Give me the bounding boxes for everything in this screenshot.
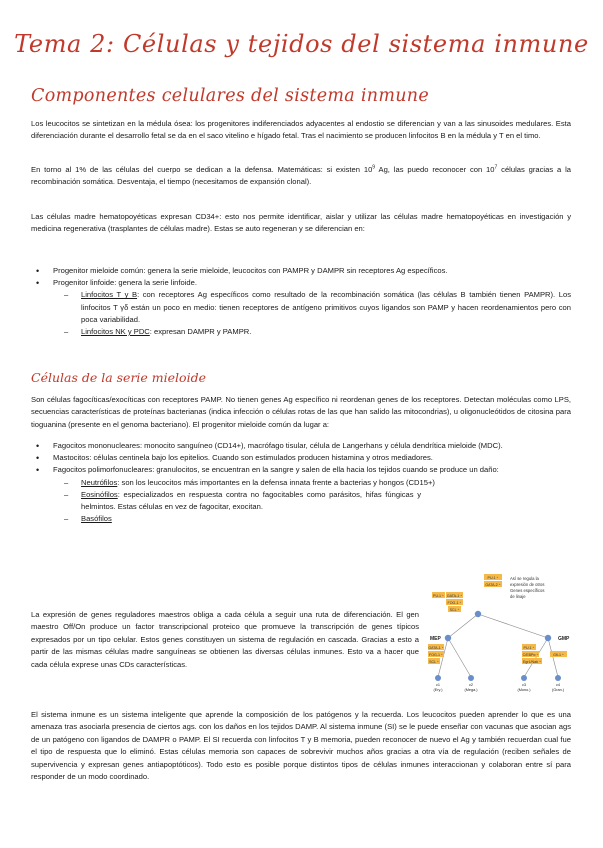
paragraph-defense-percentage: En torno al 1% de las células del cuerpo se dedican a la defensa. Matemáticas: si existen $10^9$ Ag, las puedo reconocer con $10^7$ células gracias a la recombinación somática. Desventaja, el tiempo (necesitamos de expansión clonal). — [31, 164, 571, 187]
list-item: – Eosinófilos: especializados en respuesta contra no fagocitables como parásitos, hifas fúngicas y helmintos. Estas células en vez de fagocitar, exocitan. — [31, 489, 571, 513]
list-item: • Mastocitos: células centinela bajo los epitelios. Cuando son estimulados producen histamina y otros mediadores. — [31, 452, 571, 464]
list-item: – Linfocitos NK y PDC: expresan DAMPR y PAMPR. — [31, 326, 571, 338]
paragraph-bone-marrow: Los leucocitos se sintetizan en la médula ósea: los progenitores indiferenciados adyacentes al endostio se diferencian y van a las sinusoides medulares. Esta diferenciación durante el desarrollo fetal se da en el saco vitelino e hígado fetal. Tras el nacimiento se producen linfocitos B en la médula y T en el timo. — [31, 119, 571, 141]
leaf-cells — [434, 675, 565, 692]
gene-label: SCL ⁺ — [429, 659, 439, 664]
leaf-node — [555, 675, 561, 681]
hsc-node — [475, 611, 481, 617]
myeloid-list — [31, 440, 571, 525]
gene-label: GATA-1 ⁺ — [428, 645, 444, 650]
diagram-lines — [438, 614, 558, 677]
superscript-9: 9 — [372, 164, 376, 171]
list-item: • Fagocitos polimorfonucleares: granulocitos, se encuentran en la sangre y salen de ella hacia los tejidos cuando se produce un daño: — [31, 464, 571, 476]
gene-label: Gfi-1 ⁺ — [553, 652, 564, 657]
top-gene-boxes — [432, 574, 502, 612]
gmp-label: GMP — [558, 636, 570, 642]
paragraph-master-genes: La expresión de genes reguladores maestros obliga a cada célula a seguir una ruta de diferenciación. El gen maestro Off/On produce un factor transcripcional proteico que promueve la transcripción de genes típicos expresados por un tipo celular. Estos genes constituyen un sistema de regulación en cascada. Gracias a esto a partir de las mismas células madre sanguíneas se obtienen las diversas células inmunes. Esto va a hacer que cada célula exprese unas CDs características. — [31, 610, 419, 669]
leaf-id: c3 — [521, 683, 527, 687]
diagram-caption — [510, 576, 544, 599]
section-heading-myeloid: Células de la serie mieloide — [31, 370, 206, 385]
leaf-node — [435, 675, 441, 681]
leaf-id: c4 — [555, 683, 561, 687]
svg-text:Así se regula la: Así se regula la — [510, 576, 539, 581]
paragraph-myeloid-cells: Son células fagocíticas/exocíticas con receptores PAMP. No tienen genes Ag específico ni reordenan genes de los receptores. Detectan moléculas como LPS, secuencias características de proteínas bacterianas (indica infección o células rotas de las que han salido las mitocondrias), u oligonucleótidos de citosina para tioguanina (presente en el genoma bacteriano). El progenitor mieloide común da lugar a: — [31, 395, 571, 429]
list-item: • Progenitor mieloide común: genera la serie mieloide, leucocitos con PAMPR y DAMPR sin receptores Ag específicos. — [31, 265, 571, 277]
gene-label: PU.1 ⁺ — [487, 575, 499, 580]
paragraph-immune-memory: El sistema inmune es un sistema inteligente que aprende la composición de los patógenos y la recuerda. Los leucocitos pueden aprender lo que es una amenaza tras asociarla presencia de ciertos ags. con los daños en los tejidos DAMP. Al sistema inmune (SI) se le puede enseñar con vacunas que asocian ags de un patógeno con ligandos de DAMPR o PAMP. El SI recuerda con linfocitos T y B memoria, pueden reconocer de nuevo el Ag y también recuerdan cual fue el tipo de respuesta que lo eliminó. Estas células memoria son capaces de sobrevivir muchos años gracias a otra vía de regulación (reciben señales de supervivencia y expresan genes antiapoptóticos). Todo esto es posible porque distintos tipos de células inmunes interaccionan y colaboran entre sí para responder de un modo coordinado. — [31, 710, 571, 782]
lineage-diagram — [426, 572, 576, 694]
leaf-node — [521, 675, 527, 681]
leaf-name: (Mega.) — [464, 688, 478, 692]
leaf-id: c1 — [435, 683, 441, 687]
list-item: – Linfocitos T y B: con receptores Ag específicos como resultado de la recombinación somática (las células B también tienen PAMPR). Los linfocitos T γδ están un poco en medio: tienen receptores de antígeno primitivos cuyos ligandos son PAMP y hacen reordenamientos pero con poca variabilidad. — [31, 289, 571, 326]
gene-label: SCL ⁺ — [449, 607, 460, 612]
gene-label: C/EBPα ⁺ — [522, 652, 539, 657]
mep-gene-boxes — [428, 644, 444, 664]
gene-label: Egr1/Nab ⁺ — [522, 659, 542, 664]
gene-label: FOG-1 ⁺ — [429, 652, 443, 657]
superscript-7: 7 — [494, 164, 498, 171]
svg-text:de linaje: de linaje — [510, 594, 526, 599]
leaf-name: (Ery.) — [433, 688, 443, 692]
leaf-name: (Gran.) — [551, 688, 565, 692]
gmp-node — [545, 635, 551, 641]
svg-text:Genes específicos: Genes específicos — [510, 588, 545, 593]
svg-text:expresión de otros: expresión de otros — [510, 582, 545, 587]
gene-label: FOG-1 ⁺ — [447, 600, 462, 605]
page-title: Tema 2: Células y tejidos del sistema inmune — [14, 30, 589, 58]
gene-label: PU.1 ⁺ — [433, 593, 444, 598]
list-item: • Progenitor linfoide: genera la serie linfoide. — [31, 277, 571, 289]
leaf-node — [468, 675, 474, 681]
list-item: – Neutrófilos: son los leucocitos más importantes en la defensa innata frente a bacterias y hongos (CD15+) — [31, 477, 571, 489]
gene-label: GATA-1 ⁺ — [446, 593, 463, 598]
leaf-name: (Mono.) — [517, 688, 531, 692]
leaf-id: c2 — [468, 683, 474, 687]
gene-label: GATA-2 ⁺ — [485, 582, 501, 587]
mep-node — [445, 635, 451, 641]
progenitor-list — [31, 265, 571, 338]
mep-label: MEP — [430, 636, 441, 642]
list-item: – Basófilos — [31, 513, 571, 525]
gmp-gene-boxes — [522, 644, 567, 664]
section-heading-components: Componentes celulares del sistema inmune — [31, 86, 430, 106]
gene-label: PU.1 ⁺ — [523, 645, 535, 650]
paragraph-stem-cells: Las células madre hematopoyéticas expresan CD34+: esto nos permite identificar, aislar y utilizar las células madre hematopoyéticas en investigación y medicina regenerativa (trasplantes de células madre). Estas se auto regeneran y se diferencian en: — [31, 212, 571, 234]
list-item: • Fagocitos mononucleares: monocito sanguíneo (CD14+), macrófago tisular, célula de Langerhans y célula dendrítica mieloide (MDC). — [31, 440, 571, 452]
